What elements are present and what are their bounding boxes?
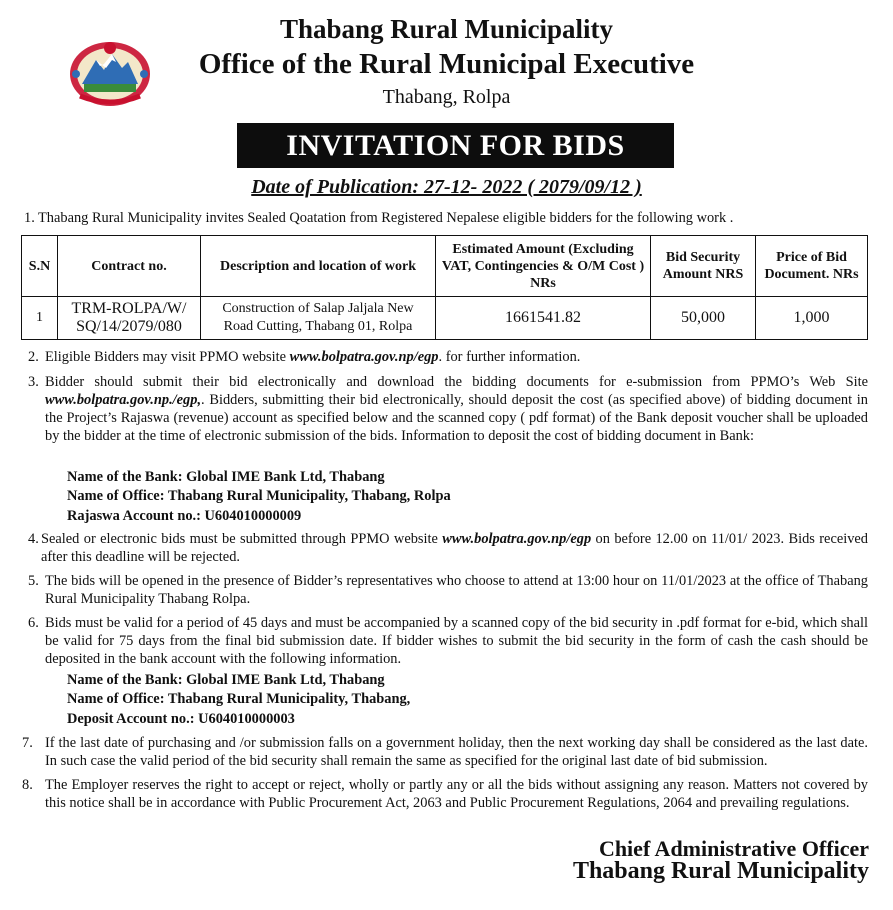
item-3-post: . Bidders, submitting their bid electronically, should deposit the cost (as specified above) of bidding document in the Project’s Rajaswa (revenue) account as specified below and the scanned copy ( pdf format) of the Bank deposit voucher shall be uploaded by the bidder at the time of electronic submission of the bids. Information to deposit the cost of bidding document in Bank: [45, 392, 868, 444]
office-name: Name of Office: Thabang Rural Municipality, Thabang, Rolpa [67, 488, 451, 504]
cell-amount: 1661541.82 [436, 297, 651, 340]
bank-name: Name of the Bank: Global IME Bank Ltd, Thabang [67, 672, 385, 688]
item-3-text [45, 373, 868, 445]
office-name: Name of Office: Thabang Rural Municipality, Thabang, [67, 691, 411, 707]
header-description: Description and location of work [201, 236, 436, 297]
item-number: 5. [28, 573, 39, 589]
contract-line-2: SQ/14/2079/080 [76, 318, 182, 335]
description-line-1: Construction of Salap Jaljala New [222, 301, 414, 316]
signatory-organization: Thabang Rural Municipality [572, 858, 869, 884]
item-5-text: The bids will be opened in the presence of Bidder’s representatives who choose to attend at 13:00 hour on 11/01/2023 at the office of Thabang Rural Municipality Thabang Rolpa. [45, 573, 868, 607]
item-number: 6. [28, 615, 39, 631]
description-line-2: Road Cutting, Thabang 01, Rolpa [223, 319, 413, 334]
invitation-banner: INVITATION FOR BIDS [237, 123, 674, 168]
item-7-text: If the last date of purchasing and /or submission falls on a government holiday, then the next working day shall be considered as the last date. In such case the valid period of the bid security shall remain the same as specified for the original last date of bid submission. [45, 735, 868, 769]
cell-contract-no [58, 297, 201, 340]
item-3-pre: Bidder should submit their bid electronically and download the bidding documents for e-submission from PPMO’s Web Site [45, 374, 868, 390]
ppmo-link[interactable]: www.bolpatra.gov.np./egp, [45, 392, 202, 408]
item-2-pre: Eligible Bidders may visit PPMO website [45, 349, 290, 365]
item-4-post: on before 12.00 on 11/01/ 2023. Bids received after this deadline will be rejected. [41, 531, 868, 565]
cell-price: 1,000 [756, 297, 868, 340]
item-number: 3. [28, 374, 39, 390]
bank-name: Name of the Bank: Global IME Bank Ltd, Thabang [67, 469, 385, 485]
item-number: 8. [22, 777, 33, 793]
item-4-text [41, 530, 868, 566]
cell-security: 50,000 [651, 297, 756, 340]
item-2-post: . for further information. [438, 349, 581, 365]
header-bid-security: Bid Security Amount NRS [651, 236, 756, 297]
item-6-text: Bids must be valid for a period of 45 days and must be accompanied by a scanned copy of the bid security in .pdf format for e-bid, which shall be valid for 75 days from the final bid submission date. If bidder wishes to submit the bid security in the form of cash the cash should be deposited in the bank account with the following information. [45, 615, 868, 667]
municipality-title: Thabang Rural Municipality [279, 14, 614, 44]
deposit-account: Deposit Account no.: U604010000003 [67, 711, 295, 727]
header-contract-no: Contract no. [58, 236, 201, 297]
contract-line-1: TRM-ROLPA/W/ [71, 300, 187, 317]
item-8-text: The Employer reserves the right to accept or reject, wholly or partly any or all the bids without assigning any reason. Matters not covered by this notice shall be in accordance with Public Procurement Act, 2063 and Public Procurement Regulations, 2064 and prevailing regulations. [45, 777, 868, 811]
item-2-text [45, 348, 868, 366]
ppmo-link[interactable]: www.bolpatra.gov.np/egp [442, 531, 592, 547]
cell-sn: 1 [22, 297, 58, 340]
office-title: Office of the Rural Municipal Executive [198, 48, 695, 80]
table-row [22, 297, 868, 340]
header-price: Price of Bid Document. NRs [756, 236, 868, 297]
header-sn: S.N [22, 236, 58, 297]
signatory-title: Chief Administrative Officer [598, 836, 869, 861]
publication-date: Date of Publication: 27-12- 2022 ( 2079/09/12 ) [251, 176, 642, 198]
item-number: 7. [22, 735, 33, 751]
rajaswa-account: Rajaswa Account no.: U604010000009 [67, 508, 302, 524]
header [0, 0, 893, 118]
cell-description [201, 297, 436, 340]
item-1-text: Thabang Rural Municipality invites Sealed Qoatation from Registered Nepalese eligible bidders for the following work . [38, 210, 734, 226]
ppmo-link[interactable]: www.bolpatra.gov.np/egp [289, 349, 439, 365]
item-4-pre: Sealed or electronic bids must be submitted through PPMO website [41, 531, 443, 547]
header-estimated-amount: Estimated Amount (Excluding VAT, Contingencies & O/M Cost ) NRs [436, 236, 651, 297]
item-number: 1. [24, 210, 35, 226]
bids-table [21, 235, 868, 340]
table-header-row [22, 236, 868, 297]
location-subtitle: Thabang, Rolpa [382, 86, 511, 108]
item-number: 2. [28, 349, 39, 365]
item-number: 4. [28, 531, 39, 547]
